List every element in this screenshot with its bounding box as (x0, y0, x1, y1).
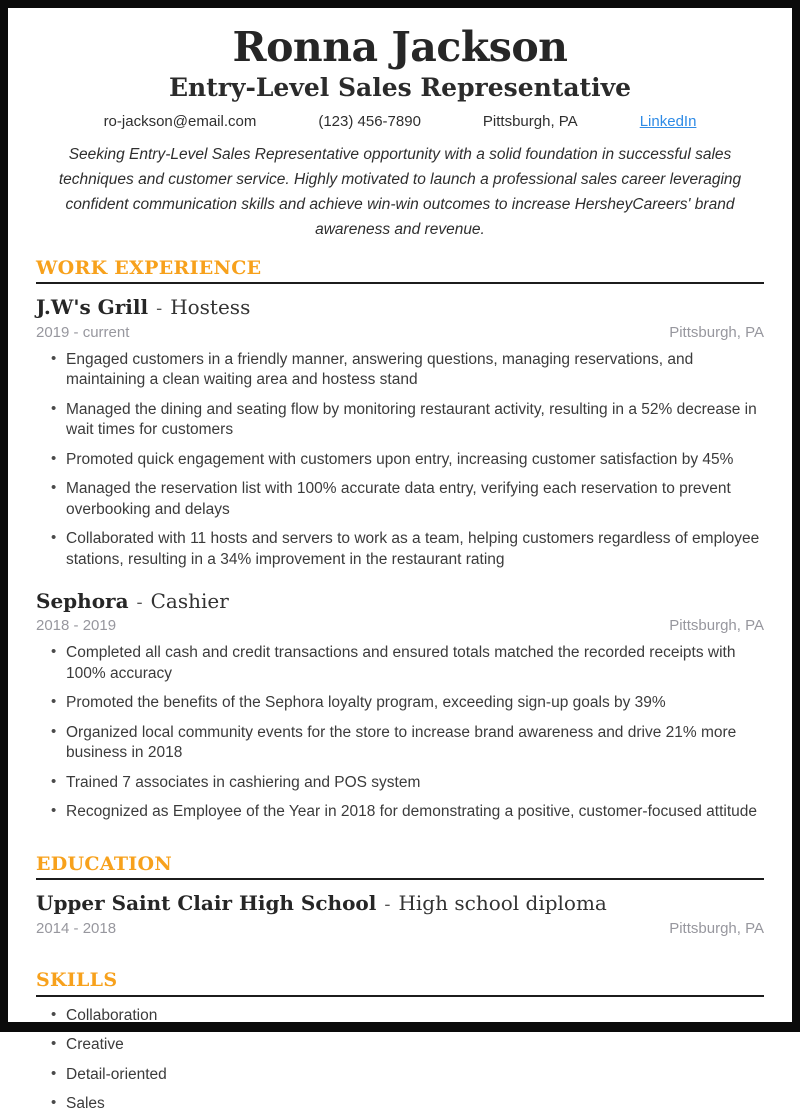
bullet-item: • Collaborated with 11 hosts and servers to work as a team, helping customers regardless of employee stations, resulting in a 34% improvement in the restaurant rating (36, 529, 764, 570)
summary-paragraph: Seeking Entry-Level Sales Representative opportunity with a solid foundation in successful sales techniques and customer service. Highly motivated to launch a professional sales career leveraging confident communication skills and achieve win-win outcomes to increase HersheyCareers' brand awareness and revenue. (58, 146, 742, 239)
job-header (36, 589, 764, 615)
skill-item: • Sales (36, 1094, 764, 1114)
skill-item: • Collaboration (36, 1006, 764, 1026)
role-name: Hostess (170, 295, 251, 320)
bullet-item: • Trained 7 associates in cashiering and POS system (36, 773, 764, 793)
company-name: Sephora (36, 588, 129, 613)
company-name: J.W's Grill (36, 295, 149, 320)
bullet-item: • Recognized as Employee of the Year in 2018 for demonstrating a positive, customer-focused attitude (36, 802, 764, 822)
bullet-item: • Organized local community events for the store to increase brand awareness and drive 21% more business in 2018 (36, 723, 764, 764)
education-dates: 2014 - 2018 (36, 919, 117, 937)
contact-email: ro-jackson@email.com (103, 113, 257, 131)
job-header (36, 295, 764, 321)
degree-name: High school diploma (398, 891, 607, 916)
job-meta-row (36, 617, 764, 634)
skill-item: • Creative (36, 1035, 764, 1055)
bullet-item: • Managed the reservation list with 100% accurate data entry, verifying each reservation to prevent overbooking and delays (36, 479, 764, 520)
job-meta-row (36, 324, 764, 341)
section-heading-skills: SKILLS (36, 969, 764, 997)
job-bullet-list (36, 350, 764, 570)
contact-phone: (123) 456-7890 (318, 113, 421, 131)
section-heading-work-experience: WORK EXPERIENCE (36, 257, 764, 285)
job-title: Entry-Level Sales Representative (168, 73, 632, 103)
separator-dash: - (156, 298, 163, 320)
separator-dash: - (136, 591, 143, 613)
education-location: Pittsburgh, PA (669, 919, 764, 937)
bullet-item: • Promoted the benefits of the Sephora loyalty program, exceeding sign-up goals by 39% (36, 693, 764, 713)
section-heading-education: EDUCATION (36, 853, 764, 881)
person-name: Ronna Jackson (232, 23, 568, 71)
role-name: Cashier (150, 588, 229, 613)
education-header (36, 891, 764, 917)
job-dates: 2019 - current (36, 323, 130, 341)
school-name: Upper Saint Clair High School (36, 891, 377, 916)
bullet-item: • Promoted quick engagement with customers upon entry, increasing customer satisfaction by 45% (36, 450, 764, 470)
skill-item: • Detail-oriented (36, 1065, 764, 1085)
job-dates: 2018 - 2019 (36, 617, 117, 635)
skills-list (36, 1006, 764, 1115)
bullet-item: • Engaged customers in a friendly manner, answering questions, managing reservations, and maintaining a clean waiting area and hostess stand (36, 350, 764, 391)
bullet-item: • Completed all cash and credit transactions and ensured totals matched the recorded receipts with 100% accuracy (36, 643, 764, 684)
contact-row (36, 113, 764, 130)
linkedin-link[interactable]: LinkedIn (639, 113, 697, 131)
job-location: Pittsburgh, PA (669, 323, 764, 341)
job-location: Pittsburgh, PA (669, 617, 764, 635)
job-bullet-list (36, 643, 764, 822)
bullet-item: • Managed the dining and seating flow by monitoring restaurant activity, resulting in a 52% decrease in wait times for customers (36, 400, 764, 441)
separator-dash: - (384, 894, 391, 916)
education-meta-row (36, 920, 764, 937)
contact-location: Pittsburgh, PA (482, 113, 578, 131)
